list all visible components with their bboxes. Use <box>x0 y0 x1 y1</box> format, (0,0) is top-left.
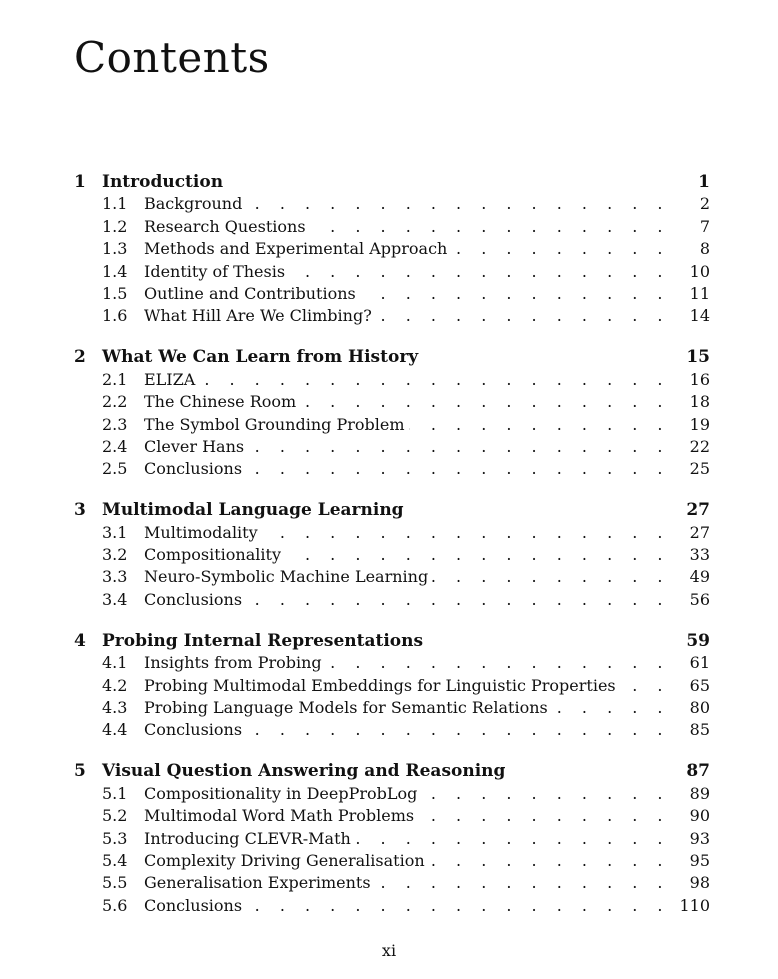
section-number: 3.2 <box>102 545 128 565</box>
section-page-number: 61 <box>689 653 710 673</box>
section-number: 2.5 <box>102 459 128 479</box>
section-title: Research Questions <box>144 216 306 236</box>
dot-leader <box>326 652 670 674</box>
chapter-title: Probing Internal Representations <box>102 630 424 651</box>
section-number: 2.2 <box>102 392 128 412</box>
dot-leader <box>376 305 670 327</box>
section-page-number: 49 <box>689 567 710 587</box>
section-number: 1.3 <box>102 239 128 259</box>
section-title: Complexity Driving Generalisation <box>144 850 425 870</box>
dot-leader <box>246 458 670 480</box>
toc-chapter-entry[interactable] <box>74 171 710 193</box>
toc-section-entry[interactable] <box>74 391 710 413</box>
section-page-number: 65 <box>689 675 710 695</box>
chapter-page-number: 27 <box>686 500 710 521</box>
section-number: 4.3 <box>102 697 128 717</box>
section-number: 1.1 <box>102 194 128 214</box>
section-page-number: 16 <box>689 369 710 389</box>
toc-chapter-5 <box>74 760 710 917</box>
chapter-title: Multimodal Language Learning <box>102 500 404 521</box>
toc-section-entry[interactable] <box>74 238 710 260</box>
section-number: 1.2 <box>102 216 128 236</box>
section-number: 2.3 <box>102 414 128 434</box>
dot-leader <box>409 414 671 436</box>
toc-section-entry[interactable] <box>74 193 710 215</box>
dot-leader <box>421 783 670 805</box>
section-title: Compositionality in DeepProbLog <box>144 783 418 803</box>
toc-chapter-4 <box>74 630 710 742</box>
toc-chapter-entry[interactable] <box>74 760 710 782</box>
section-page-number: 110 <box>679 895 710 915</box>
dot-leader <box>552 697 670 719</box>
section-title: Identity of Thesis <box>144 261 286 281</box>
section-page-number: 14 <box>689 306 710 326</box>
section-title: Probing Multimodal Embeddings for Linguistic Properties <box>144 675 616 695</box>
toc-chapter-3 <box>74 499 710 611</box>
section-number: 1.5 <box>102 283 128 303</box>
toc-section-entry[interactable] <box>74 436 710 458</box>
toc-chapter-2 <box>74 346 710 480</box>
section-title: Neuro-Symbolic Machine Learning <box>144 567 429 587</box>
section-title: Conclusions <box>144 720 243 740</box>
section-title: Outline and Contributions <box>144 283 356 303</box>
section-page-number: 11 <box>689 283 710 303</box>
dot-leader <box>429 850 670 872</box>
section-page-number: 89 <box>689 783 710 803</box>
section-number: 5.2 <box>102 806 128 826</box>
dot-leader <box>246 719 670 741</box>
chapter-number: 1 <box>74 172 86 192</box>
section-number: 4.2 <box>102 675 128 695</box>
section-title: Conclusions <box>144 895 243 915</box>
section-title: Probing Language Models for Semantic Relations <box>144 697 548 717</box>
dot-leader <box>360 283 670 305</box>
chapter-number: 3 <box>74 500 86 521</box>
toc-section-entry[interactable] <box>74 652 710 674</box>
toc-section-entry[interactable] <box>74 783 710 805</box>
dot-leader <box>246 193 670 215</box>
toc-section-entry[interactable] <box>74 589 710 611</box>
toc-chapter-entry[interactable] <box>74 630 710 652</box>
section-page-number: 19 <box>689 414 710 434</box>
section-title: Introducing CLEVR-Math <box>144 828 351 848</box>
dot-leader <box>246 589 670 611</box>
dot-leader <box>418 805 670 827</box>
toc-section-entry[interactable] <box>74 566 710 588</box>
section-number: 5.4 <box>102 850 128 870</box>
section-page-number: 56 <box>689 589 710 609</box>
chapter-page-number: 1 <box>698 172 710 192</box>
toc-section-entry[interactable] <box>74 414 710 436</box>
section-title: Multimodality <box>144 522 258 542</box>
chapter-page-number: 15 <box>686 347 710 368</box>
section-page-number: 80 <box>689 697 710 717</box>
toc-section-entry[interactable] <box>74 697 710 719</box>
section-number: 2.1 <box>102 369 128 389</box>
toc-section-entry[interactable] <box>74 805 710 827</box>
section-title: What Hill Are We Climbing? <box>144 306 372 326</box>
section-page-number: 2 <box>699 194 710 214</box>
toc-section-entry[interactable] <box>74 283 710 305</box>
toc-section-entry[interactable] <box>74 369 710 391</box>
chapter-number: 2 <box>74 347 86 368</box>
dot-leader <box>451 238 670 260</box>
chapter-page-number: 87 <box>686 761 710 782</box>
dot-leader <box>300 391 670 413</box>
section-number: 5.3 <box>102 828 128 848</box>
section-title: The Symbol Grounding Problem <box>144 414 405 434</box>
section-page-number: 10 <box>689 261 710 281</box>
section-page-number: 33 <box>689 545 710 565</box>
toc-section-entry[interactable] <box>74 828 710 850</box>
section-title: Compositionality <box>144 545 281 565</box>
section-title: Generalisation Experiments <box>144 873 371 893</box>
section-title: Clever Hans <box>144 436 245 456</box>
section-page-number: 18 <box>689 392 710 412</box>
dot-leader <box>355 828 670 850</box>
section-page-number: 85 <box>689 720 710 740</box>
section-page-number: 90 <box>689 806 710 826</box>
chapter-page-number: 59 <box>686 630 710 651</box>
section-number: 1.4 <box>102 261 128 281</box>
section-page-number: 95 <box>689 850 710 870</box>
toc-section-entry[interactable] <box>74 522 710 544</box>
section-page-number: 27 <box>689 522 710 542</box>
toc-section-entry[interactable] <box>74 675 710 697</box>
section-title: Background <box>144 194 243 214</box>
section-number: 3.4 <box>102 589 128 609</box>
dot-leader <box>248 436 670 458</box>
toc-chapter-1 <box>74 171 710 328</box>
chapter-title: Visual Question Answering and Reasoning <box>102 761 506 782</box>
section-page-number: 8 <box>699 239 710 259</box>
toc-section-entry[interactable] <box>74 872 710 894</box>
page-number-footer: xi <box>381 941 397 960</box>
dot-leader <box>310 216 670 238</box>
section-page-number: 22 <box>689 436 710 456</box>
section-number: 5.6 <box>102 895 128 915</box>
toc-chapter-entry[interactable] <box>74 499 710 521</box>
section-page-number: 93 <box>689 828 710 848</box>
chapter-title: What We Can Learn from History <box>102 347 419 368</box>
section-title: Conclusions <box>144 589 243 609</box>
table-of-contents <box>74 171 710 936</box>
chapter-title: Introduction <box>102 172 224 192</box>
section-number: 4.1 <box>102 653 128 673</box>
toc-chapter-entry[interactable] <box>74 346 710 368</box>
section-page-number: 25 <box>689 459 710 479</box>
section-title: The Chinese Room <box>144 392 297 412</box>
section-number: 5.5 <box>102 873 128 893</box>
chapter-number: 4 <box>74 630 86 651</box>
dot-leader <box>289 261 670 283</box>
dot-leader <box>246 895 670 917</box>
toc-section-entry[interactable] <box>74 719 710 741</box>
toc-section-entry[interactable] <box>74 458 710 480</box>
section-title: Insights from Probing <box>144 653 322 673</box>
section-title: ELIZA <box>144 369 196 389</box>
dot-leader <box>620 675 670 697</box>
dot-leader <box>375 872 670 894</box>
page-title: Contents <box>74 33 270 82</box>
dot-leader <box>285 544 670 566</box>
toc-section-entry[interactable] <box>74 216 710 238</box>
dot-leader <box>262 522 670 544</box>
section-title: Methods and Experimental Approach <box>144 239 448 259</box>
toc-section-entry[interactable] <box>74 544 710 566</box>
section-number: 3.3 <box>102 567 128 587</box>
toc-section-entry[interactable] <box>74 895 710 917</box>
dot-leader <box>199 369 670 391</box>
section-number: 2.4 <box>102 436 128 456</box>
section-page-number: 98 <box>689 873 710 893</box>
section-number: 5.1 <box>102 783 128 803</box>
toc-section-entry[interactable] <box>74 261 710 283</box>
toc-section-entry[interactable] <box>74 305 710 327</box>
section-page-number: 7 <box>699 216 710 236</box>
chapter-number: 5 <box>74 761 86 782</box>
section-number: 4.4 <box>102 720 128 740</box>
section-number: 3.1 <box>102 522 128 542</box>
section-title: Multimodal Word Math Problems <box>144 806 415 826</box>
section-title: Conclusions <box>144 459 243 479</box>
dot-leader <box>432 566 670 588</box>
toc-section-entry[interactable] <box>74 850 710 872</box>
section-number: 1.6 <box>102 306 128 326</box>
